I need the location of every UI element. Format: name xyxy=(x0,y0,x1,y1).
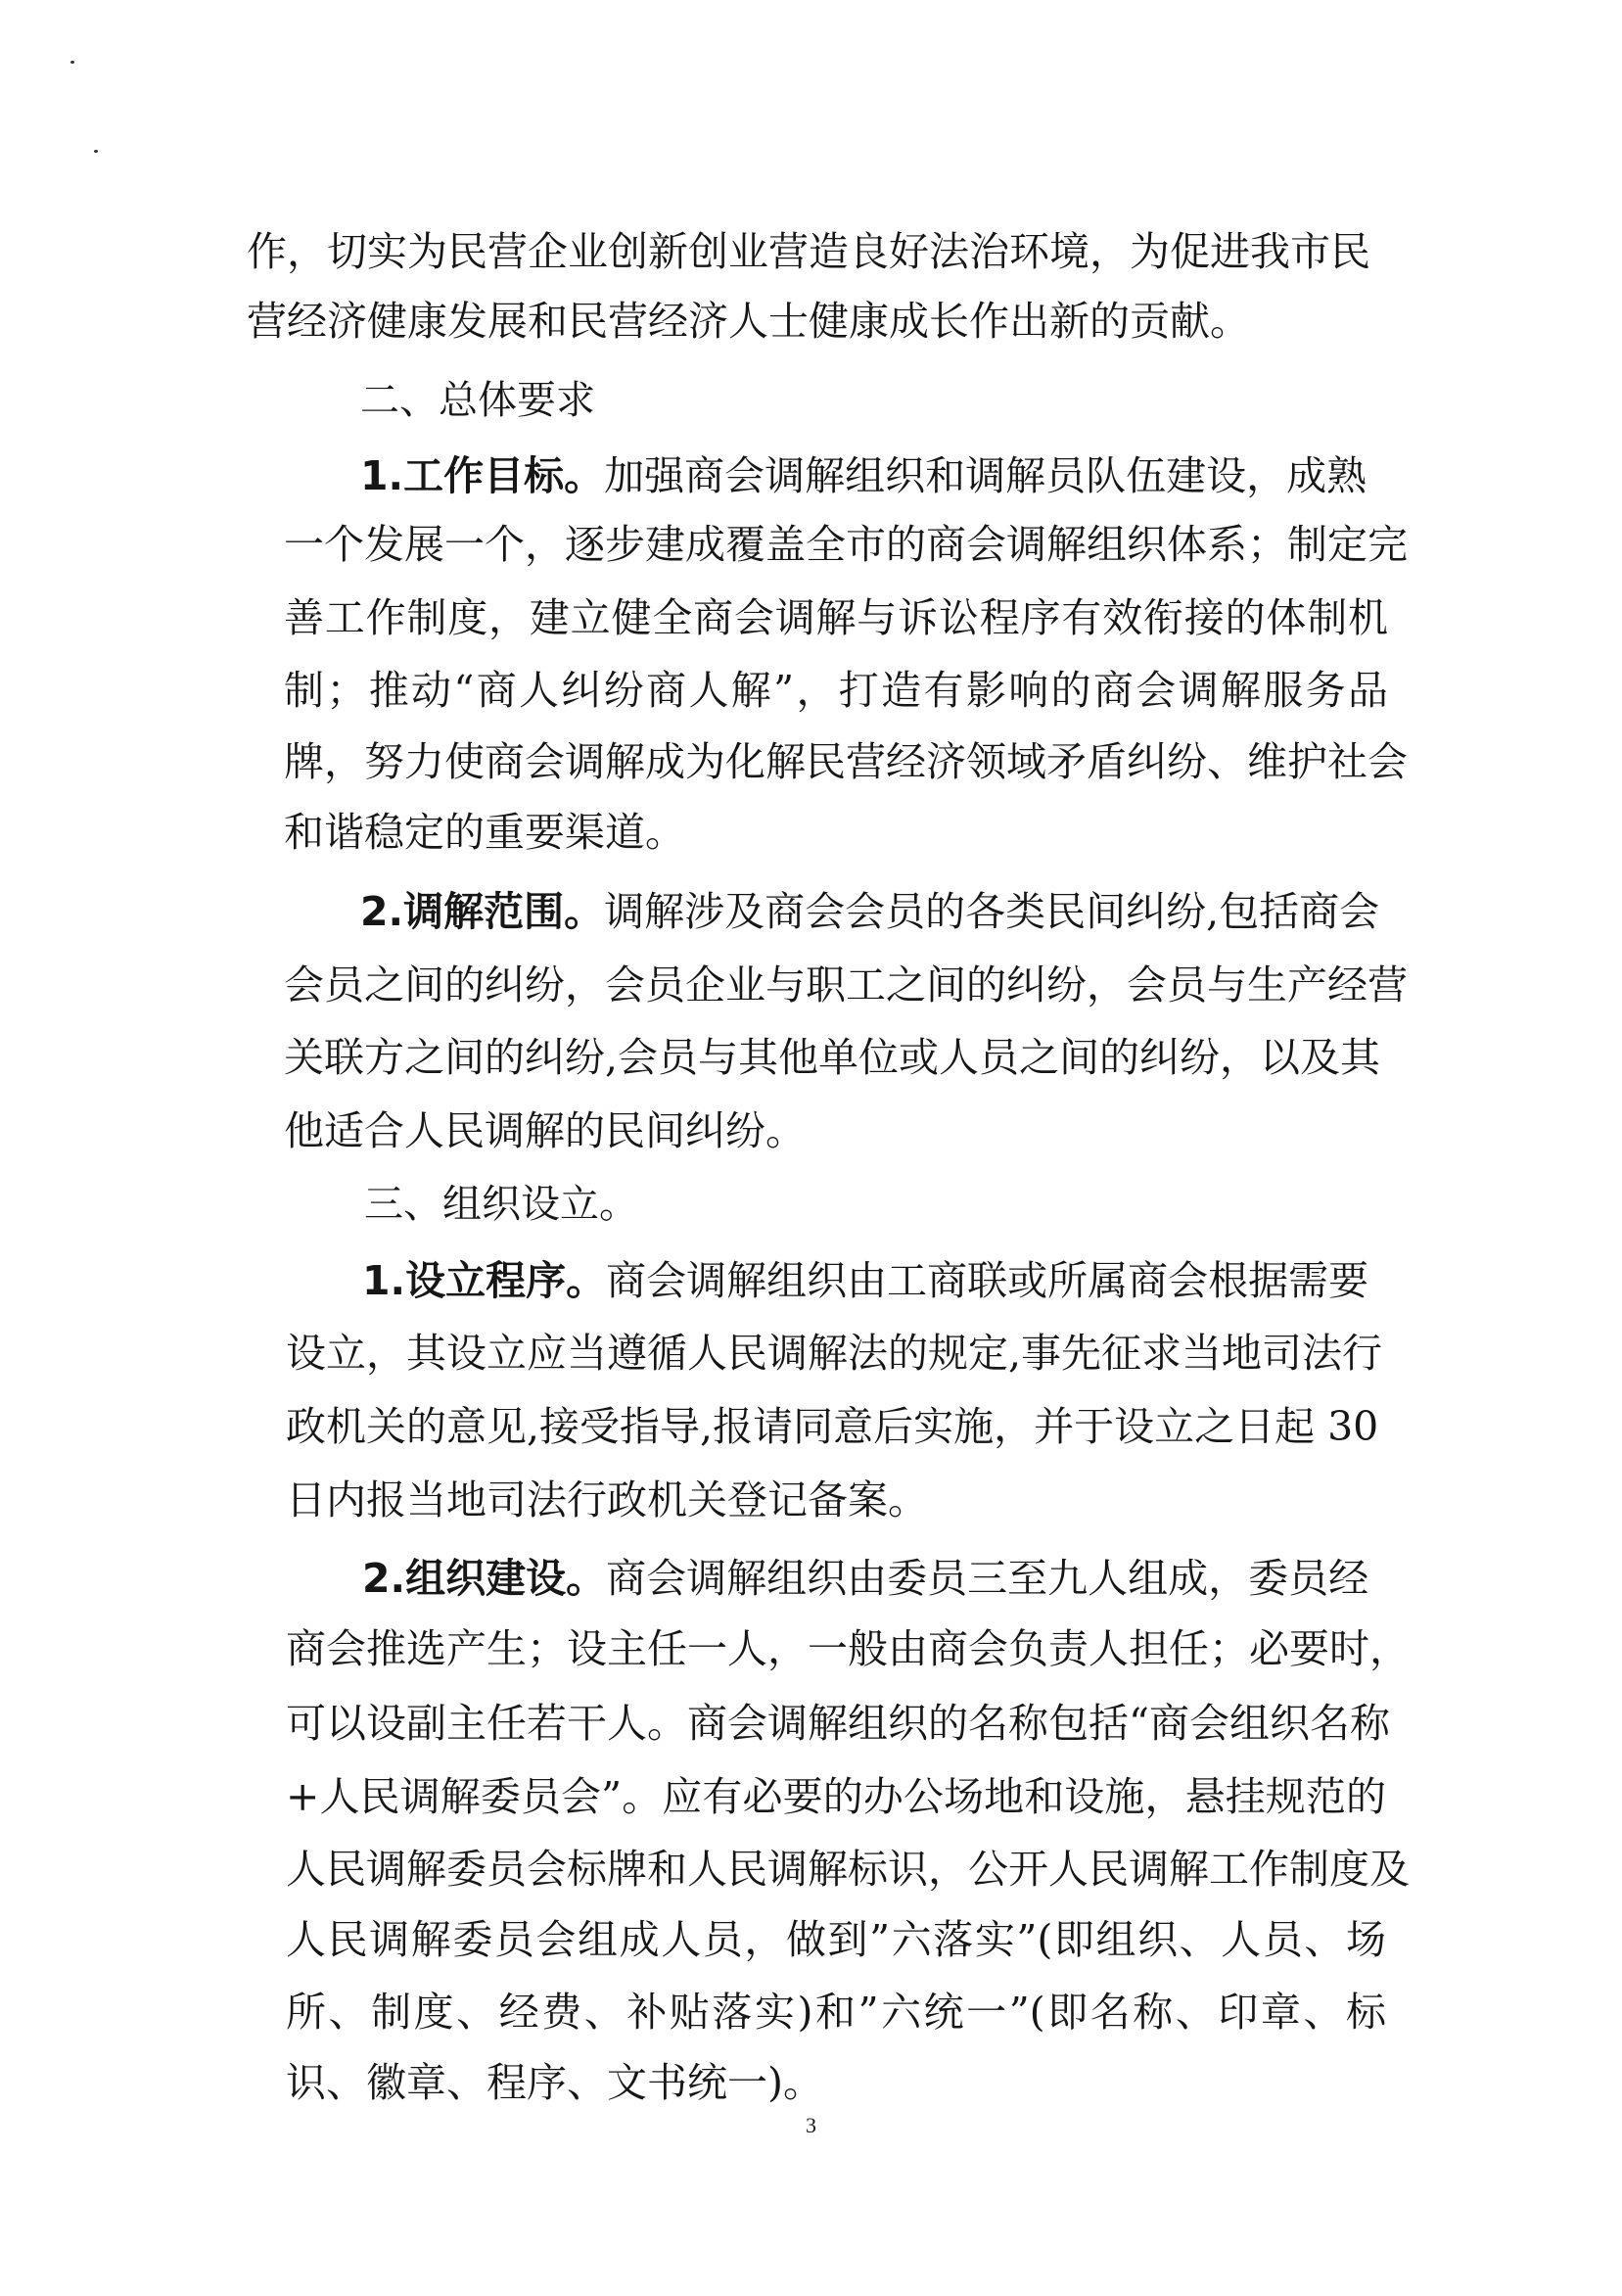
item-lead: 1.设立程序。 xyxy=(362,1257,607,1304)
item-lead: 1.工作目标。 xyxy=(360,452,605,499)
paragraph-first-line xyxy=(360,451,1367,500)
item-text: 商会调解组织由工商联或所属商会根据需要 xyxy=(606,1257,1369,1304)
item-text: 加强商会调解组织和调解员队伍建设，成熟 xyxy=(604,452,1367,499)
paragraph-line: 一个发展一个，逐步建成覆盖全市的商会调解组织体系；制定完 xyxy=(284,521,1408,568)
paragraph-line: 设立，其设立应当遵循人民调解法的规定,事先征求当地司法行 xyxy=(286,1330,1383,1377)
paragraph-line: 会员之间的纠纷，会员企业与职工之间的纠纷，会员与生产经营 xyxy=(284,961,1408,1008)
paragraph-line: 制；推动“商人纠纷商人解”，打造有影响的商会调解服务品 xyxy=(284,667,1388,714)
page-number: 3 xyxy=(806,2113,816,2137)
paragraph-line: 政机关的意见,接受指导,报请同意后实施，并于设立之日起 30 xyxy=(286,1403,1379,1450)
item-lead: 2.组织建设。 xyxy=(362,1555,607,1602)
paragraph-line: +人民调解委员会”。应有必要的办公场地和设施，悬挂规范的 xyxy=(286,1773,1386,1820)
scan-speck xyxy=(94,150,98,153)
item-text: 商会调解组织由委员三至九人组成，委员经 xyxy=(606,1555,1369,1602)
paragraph-line: 人民调解委员会标牌和人民调解标识，公开人民调解工作制度及 xyxy=(286,1846,1410,1893)
paragraph-line: 商会推选产生；设主任一人，一般由商会负责人担任；必要时， xyxy=(286,1625,1410,1672)
scan-speck xyxy=(70,61,74,64)
paragraph-line: 关联方之间的纠纷,会员与其他单位或人员之间的纠纷，以及其 xyxy=(284,1034,1381,1081)
section-heading: 二、总体要求 xyxy=(360,378,595,423)
paragraph-line: 识、徽章、程序、文书统一)。 xyxy=(286,2059,823,2106)
paragraph-line: 所、制度、经费、补贴落实)和”六统一”(即名称、印章、标 xyxy=(286,1989,1386,2036)
paragraph-line: 和谐稳定的重要渠道。 xyxy=(284,809,685,856)
intro-line: 营经济健康发展和民营经济人士健康成长作出新的贡献。 xyxy=(247,298,1250,345)
paragraph-line: 人民调解委员会组成人员，做到”六落实”(即组织、人员、场 xyxy=(286,1916,1386,1963)
paragraph-line: 可以设副主任若干人。商会调解组织的名称包括“商会组织名称 xyxy=(286,1700,1390,1747)
item-text: 调解涉及商会会员的各类民间纠纷,包括商会 xyxy=(604,888,1380,935)
paragraph-line: 牌，努力使商会调解成为化解民营经济领域矛盾纠纷、维护社会 xyxy=(284,738,1408,785)
paragraph-first-line xyxy=(362,1256,1369,1305)
paragraph-first-line xyxy=(362,1554,1369,1603)
item-lead: 2.调解范围。 xyxy=(360,888,605,935)
paragraph-first-line xyxy=(360,887,1380,936)
section-heading: 三、组织设立。 xyxy=(364,1182,638,1227)
paragraph-line: 善工作制度，建立健全商会调解与诉讼程序有效衔接的体制机 xyxy=(284,594,1388,641)
paragraph-line: 日内报当地司法行政机关登记备案。 xyxy=(286,1476,928,1523)
intro-line: 作，切实为民营企业创新创业营造良好法治环境，为促进我市民 xyxy=(247,228,1370,275)
paragraph-line: 他适合人民调解的民间纠纷。 xyxy=(284,1107,806,1154)
